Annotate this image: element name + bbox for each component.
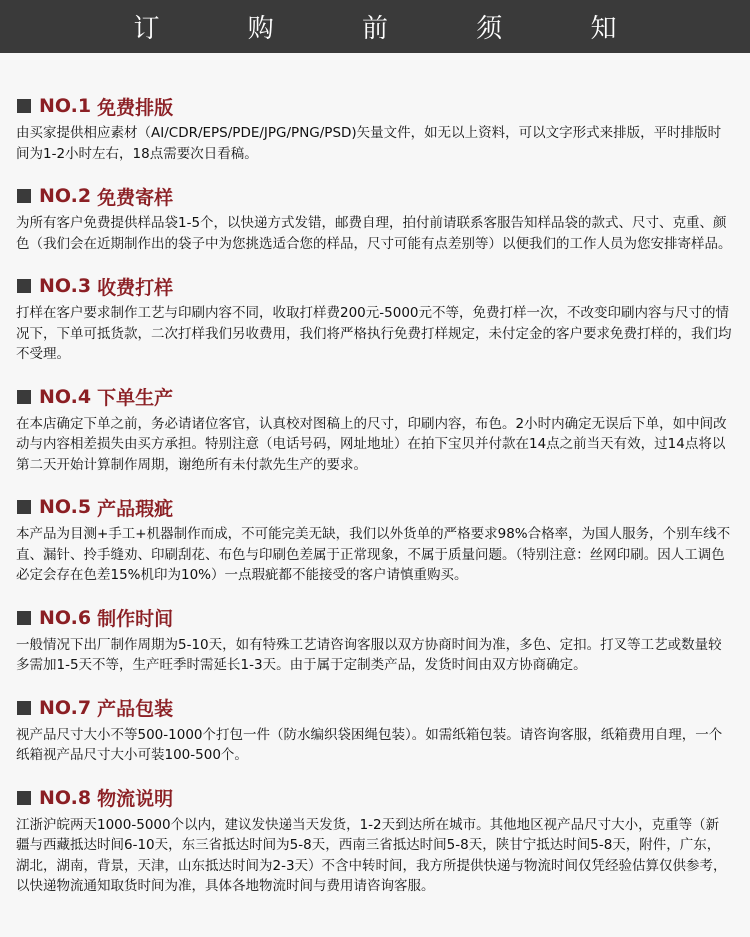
section-body: 为所有客户免费提供样品袋1-5个，以快递方式发错，邮费自理，拍付前请联系客服告知样品袋的款式、尺寸、克重、颜色（我们会在近期制作出的袋子中为您挑选适合您的样品，尺寸可能有点差别等）以便我们的工作人员为您安排寄样品。 [16,215,732,252]
section-heading [16,183,734,209]
section-no8 [16,785,734,897]
section-title: 免费排版 [97,96,174,119]
notice-content [0,53,750,897]
section-body: 视产品尺寸大小不等500-1000个打包一件（防水编织袋困绳包装）。如需纸箱包装。请咨询客服，纸箱费用自理，一个纸箱视产品尺寸大小可装100-500个。 [16,726,723,763]
section-title: 下单生产 [97,387,174,409]
page-title-banner [0,0,750,53]
section-number: NO.3 [39,275,92,297]
section-title: 免费寄样 [97,186,174,209]
section-body: 由买家提供相应素材（AI/CDR/EPS/PDE/JPG/PNG/PSD)矢量文件，如无以上资料，可以文字形式来排版，平时排版时间为1-2小时左右，18点需要次日看稿。 [16,125,722,162]
section-body: 打样在客户要求制作工艺与印刷内容不同，收取打样费200元-5000元不等，免费打样一次，不改变印刷内容与尺寸的情况下，下单可抵货款，二次打样我们另收费用，我们将严格执行免费打样规定，未付定金的客户要求免费打样的，我们均不受理。 [16,305,732,362]
section-no7 [16,695,734,766]
section-heading [16,605,734,631]
section-heading [16,93,734,119]
section-number: NO.4 [39,385,92,408]
section-title: 收费打样 [97,276,174,299]
section-title: 产品瑕疵 [97,497,174,520]
section-no6 [16,605,734,676]
section-heading [16,273,734,299]
square-bullet-icon [17,791,31,805]
square-bullet-icon [17,390,31,404]
section-body: 一般情况下出厂制作周期为5-10天，如有特殊工艺请咨询客服以双方协商时间为准，多色、定扣。打叉等工艺或数量较多需加1-5天不等，生产旺季时需延长1-3天。由于属于定制类产品，发货时间由双方协商确定。 [16,636,722,673]
section-no1 [16,93,734,164]
section-number: NO.6 [39,606,92,629]
section-no2 [16,183,734,254]
page-title: 订 购 前 须 知 [133,14,657,44]
section-number: NO.5 [39,496,92,518]
section-number: NO.2 [39,185,92,207]
section-no3 [16,273,734,365]
section-title: 产品包装 [97,698,174,720]
section-body: 本产品为目测+手工+机器制作而成，不可能完美无缺，我们以外货单的严格要求98%合格率，为国人服务，个别车线不直、漏针、拎手缝劝、印刷刮花、布色与印刷色差属于正常现象，不属于质量问题。（特别注意：丝网印刷。因人工调色必定会存在色差15%机印为10%）一点瑕疵都不能接受的客户请慎重购买。 [16,526,731,583]
section-body: 江浙沪皖两天1000-5000个以内，建议发快递当天发货，1-2天到达所在城市。其他地区视产品尺寸大小，克重等（新疆与西藏抵达时间6-10天，东三省抵达时间为5-8天，西南三省抵达时间5-8天，陕甘宁抵达时间5-8天，附件，广东，湖北，湖南，背景，天津，山东抵达时间为2-3天）不含中转时间，我方所提供快递与物流时间仅凭经验估算仅供参考，以快递物流通知取货时间为准，具体各地物流时间与费用请咨询客服。 [16,816,727,894]
section-heading [16,695,734,721]
square-bullet-icon [17,279,31,293]
square-bullet-icon [17,701,31,715]
section-number: NO.1 [39,95,92,117]
section-heading [16,384,734,410]
section-heading [16,785,734,811]
section-number: NO.8 [39,786,92,809]
section-title: 制作时间 [97,608,174,630]
square-bullet-icon [17,611,31,625]
square-bullet-icon [17,99,31,113]
square-bullet-icon [17,189,31,203]
section-title: 物流说明 [97,788,174,810]
section-heading [16,494,734,520]
section-body: 在本店确定下单之前，务必请诸位客官，认真校对图稿上的尺寸，印刷内容，布色。2小时内确定无误后下单，如中间改动与内容相差损失由买方承担。特别注意（电话号码，网址地址）在拍下宝贝并付款在14点之前当天有效，过14点将以第二天开始计算制作周期，谢绝所有未付款先生产的要求。 [16,415,727,473]
section-number: NO.7 [39,696,92,719]
square-bullet-icon [17,500,31,514]
section-no4 [16,384,734,476]
section-no5 [16,494,734,586]
